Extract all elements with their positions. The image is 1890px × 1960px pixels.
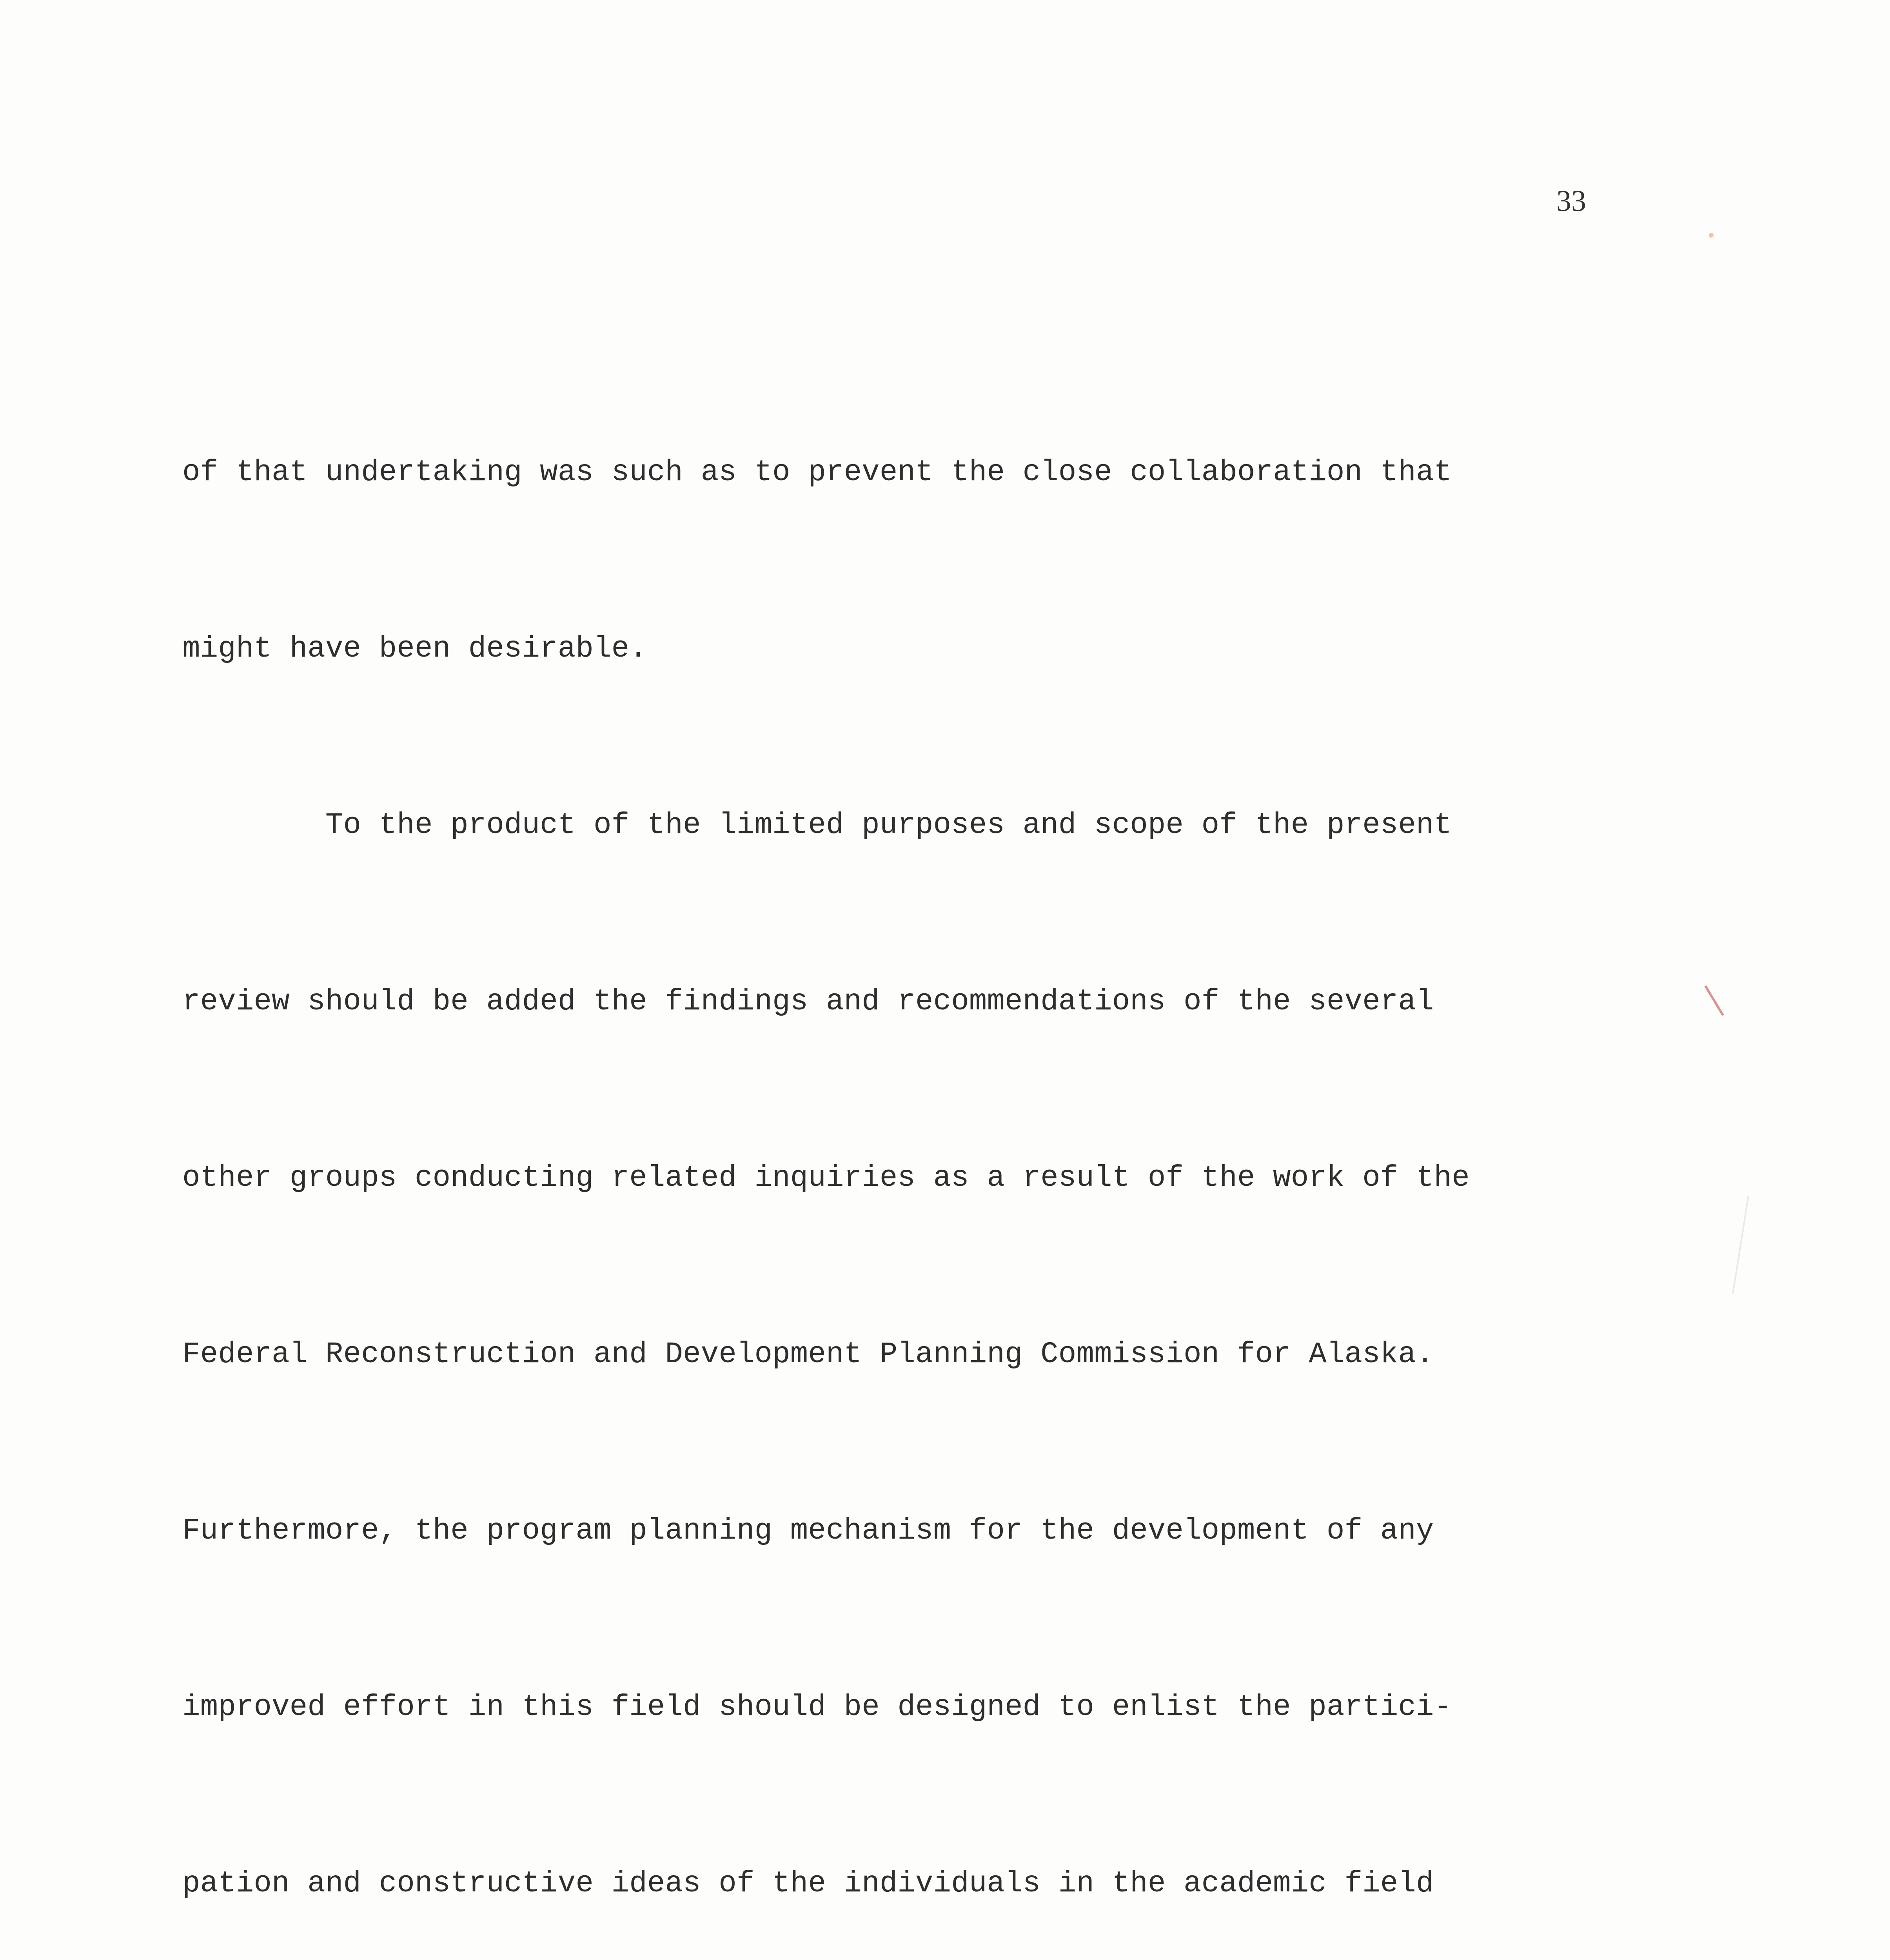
text-line: might have been desirable. xyxy=(182,632,647,666)
text-line: other groups conducting related inquiries as a result of the work of the xyxy=(182,1161,1470,1195)
page-number: 33 xyxy=(1556,185,1586,218)
margin-tick-mark xyxy=(1705,986,1723,1015)
text-line: pation and constructive ideas of the individuals in the academic field xyxy=(182,1867,1434,1900)
text-line: improved effort in this field should be designed to enlist the partici- xyxy=(182,1690,1452,1724)
margin-dot xyxy=(1709,233,1714,238)
margin-faint-mark xyxy=(1733,1196,1748,1294)
text-line: To the product of the limited purposes and scope of the present xyxy=(182,808,1452,842)
text-line: Furthermore, the program planning mechanism for the development of any xyxy=(182,1514,1434,1548)
text-line: of that undertaking was such as to prevent the close collaboration that xyxy=(182,456,1452,489)
body-text xyxy=(182,325,1652,1960)
text-line: review should be added the findings and recommendations of the several xyxy=(182,985,1434,1018)
text-line: Federal Reconstruction and Development Planning Commission for Alaska. xyxy=(182,1338,1434,1371)
